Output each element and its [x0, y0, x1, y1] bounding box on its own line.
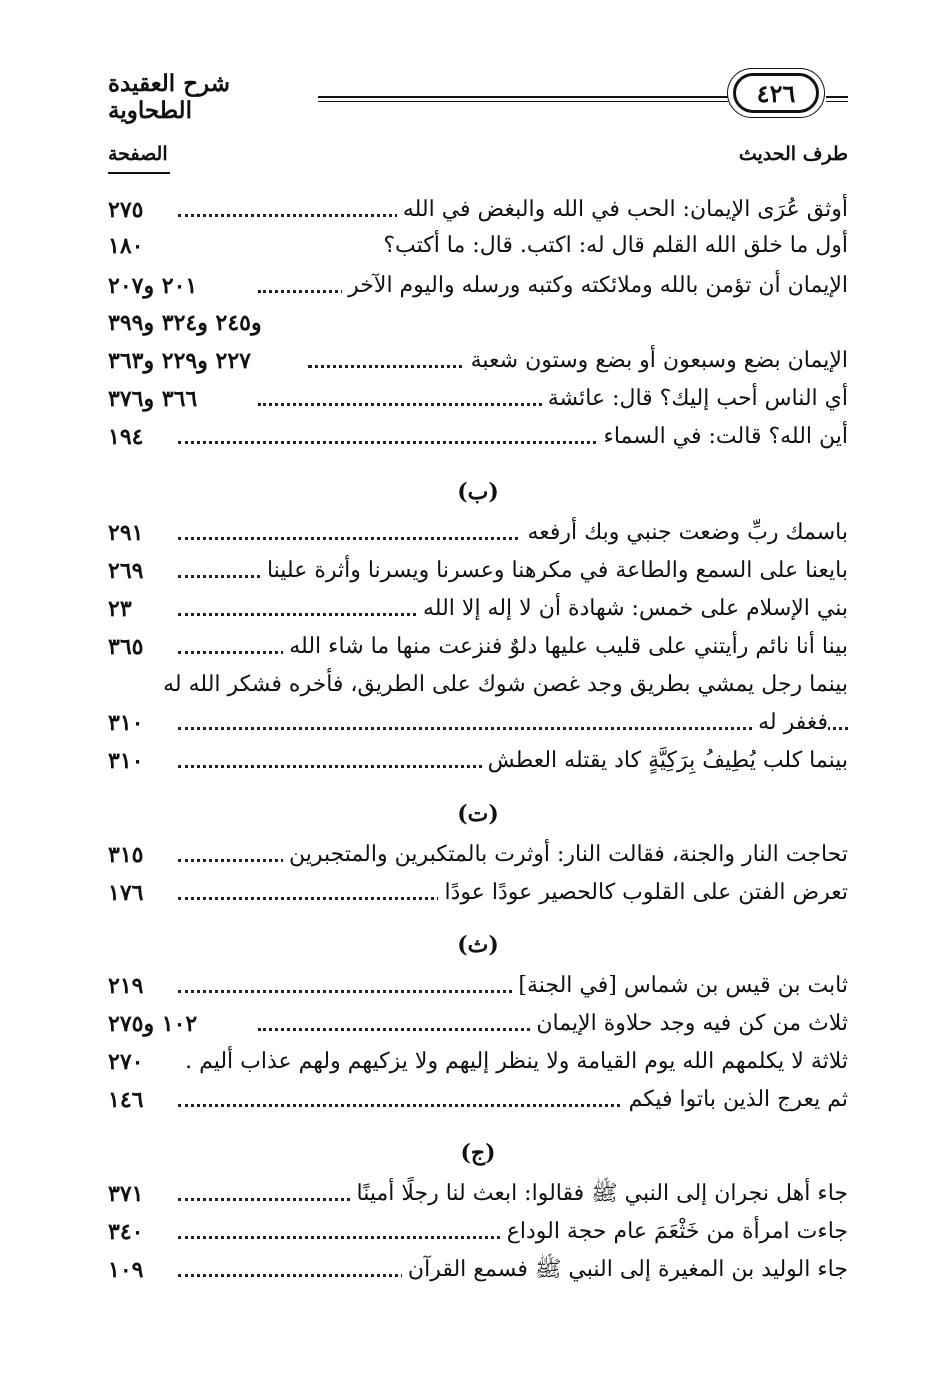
- entry-text: بايعنا على السمع والطاعة في مكرهنا وعسرنا ويسرنا وأثرة علينا: [261, 553, 848, 589]
- entry-text: تعرض الفتن على القلوب كالحصير عودًا عودًا: [438, 875, 848, 911]
- entry-pages: ١٤٦: [108, 1082, 149, 1118]
- index-entry-continuation: [108, 705, 848, 741]
- entry-pages: ١٠٩: [108, 1252, 149, 1288]
- page-number: ٤٢٦: [733, 73, 819, 113]
- book-title: شرح العقيدة الطحاوية: [108, 70, 231, 124]
- page-column-heading: الصفحة: [108, 143, 168, 165]
- index-entry: [108, 419, 848, 455]
- entry-text: فغفر له: [752, 705, 828, 741]
- entry-text: أي الناس أحب إليك؟ قال: عائشة: [542, 381, 848, 417]
- index-entry: [108, 553, 848, 589]
- index-entry: [108, 343, 848, 379]
- entry-pages: ٢٠١ و٢٠٧: [108, 268, 203, 304]
- entry-pages: ٢٦٩: [108, 553, 149, 589]
- entry-text: جاء أهل نجران إلى النبي ﷺ فقالوا: ابعث لنا رجلًا أمينًا: [350, 1176, 848, 1212]
- index-entry: [108, 667, 848, 703]
- entry-text: ثابت بن قيس بن شماس [في الجنة]: [512, 968, 848, 1004]
- entry-pages: ٢٩١: [108, 515, 149, 551]
- entry-pages: ١٩٤: [108, 419, 149, 455]
- entry-text: أين الله؟ قالت: في السماء: [597, 419, 848, 455]
- index-entry: [108, 968, 848, 1004]
- index-entry: [108, 875, 848, 911]
- section-letter: (ج): [460, 1140, 496, 1166]
- index-entry: [108, 515, 848, 551]
- leader-dots: [178, 727, 848, 730]
- index-entry: [108, 1082, 848, 1118]
- entry-pages: ٢١٩: [108, 968, 149, 1004]
- entry-pages: ١٨٠: [108, 228, 149, 264]
- entry-pages: ٣٦٥: [108, 629, 149, 665]
- entry-text: بينما رجل يمشي بطريق وجد غصن شوك على الطريق، فأخره فشكر الله له: [157, 667, 848, 703]
- hadith-column-heading: طرف الحديث: [738, 143, 848, 165]
- entry-text: جاء الوليد بن المغيرة إلى النبي ﷺ فسمع القرآن: [402, 1252, 848, 1288]
- entry-text: الإيمان بضع وسبعون أو بضع وستون شعبة: [465, 343, 848, 379]
- index-entry: [108, 629, 848, 665]
- entry-pages: ٢٣: [108, 591, 138, 627]
- entry-text: ثلاث من كن فيه وجد حلاوة الإيمان: [530, 1006, 848, 1042]
- index-entry: [108, 1252, 848, 1288]
- index-entry: [108, 837, 848, 873]
- index-entry: [108, 192, 848, 228]
- index-entry: [108, 591, 848, 627]
- section-letter: (ث): [457, 932, 499, 958]
- entry-pages: ٣٤٠: [108, 1214, 149, 1250]
- index-entry: [108, 1006, 848, 1042]
- index-entry: [108, 743, 848, 779]
- entry-pages: ١٧٦: [108, 875, 149, 911]
- entry-pages: و٢٤٥ و٣٢٤ و٣٩٩: [108, 305, 268, 341]
- index-entry: [108, 1176, 848, 1212]
- index-entry: [108, 228, 848, 264]
- entry-text: ثم يعرج الذين باتوا فيكم: [623, 1082, 848, 1118]
- entry-pages: ٢٧٥: [108, 192, 149, 228]
- entry-text: الإيمان أن تؤمن بالله وملائكته وكتبه ورسله واليوم الآخر: [342, 268, 848, 304]
- index-entry-continuation: [108, 305, 848, 341]
- entry-text: باسمك ربِّ وضعت جنبي وبك أرفعه: [521, 515, 848, 551]
- entry-pages: ٣١٥: [108, 837, 149, 873]
- index-entry: [108, 1214, 848, 1250]
- entry-pages: ٣١٠: [108, 743, 149, 779]
- entry-text: ثلاثة لا يكلمهم الله يوم القيامة ولا ينظر إليهم ولا يزكيهم ولهم عذاب أليم .: [179, 1044, 848, 1080]
- entry-text: تحاجت النار والجنة، فقالت النار: أوثرت بالمتكبرين والمتجبرين: [283, 837, 848, 873]
- entry-text: بني الإسلام على خمس: شهادة أن لا إله إلا الله: [417, 591, 848, 627]
- index-entry: [108, 381, 848, 417]
- entry-text: بينا أنا نائم رأيتني على قليب عليها دلوٌ فنزعت منها ما شاء الله: [283, 629, 848, 665]
- entry-text: أول ما خلق الله القلم قال له: اكتب. قال: ما أكتب؟: [377, 228, 848, 264]
- entry-pages: ٣١٠: [108, 705, 149, 741]
- entry-pages: ٣٦٦ و٣٧٦: [108, 381, 203, 417]
- index-entry: [108, 268, 848, 304]
- index-entry: [108, 1044, 848, 1080]
- entry-text: أوثق عُرَى الإيمان: الحب في الله والبغض في الله: [397, 192, 848, 228]
- section-letter: (ب): [457, 479, 499, 505]
- entry-text: بينما كلب يُطِيفُ بِرَكِيَّةٍ كاد يقتله العطش: [482, 743, 848, 779]
- section-letter: (ت): [457, 801, 499, 827]
- entry-pages: ١٠٢ و٢٧٥: [108, 1006, 203, 1042]
- entry-text: جاءت امرأة من خَثْعَمَ عام حجة الوداع: [501, 1214, 848, 1250]
- entry-pages: ٢٧٠: [108, 1044, 149, 1080]
- entry-pages: ٣٧١: [108, 1176, 149, 1212]
- entry-pages: ٢٢٧ و٢٢٩ و٣٦٣: [108, 343, 257, 379]
